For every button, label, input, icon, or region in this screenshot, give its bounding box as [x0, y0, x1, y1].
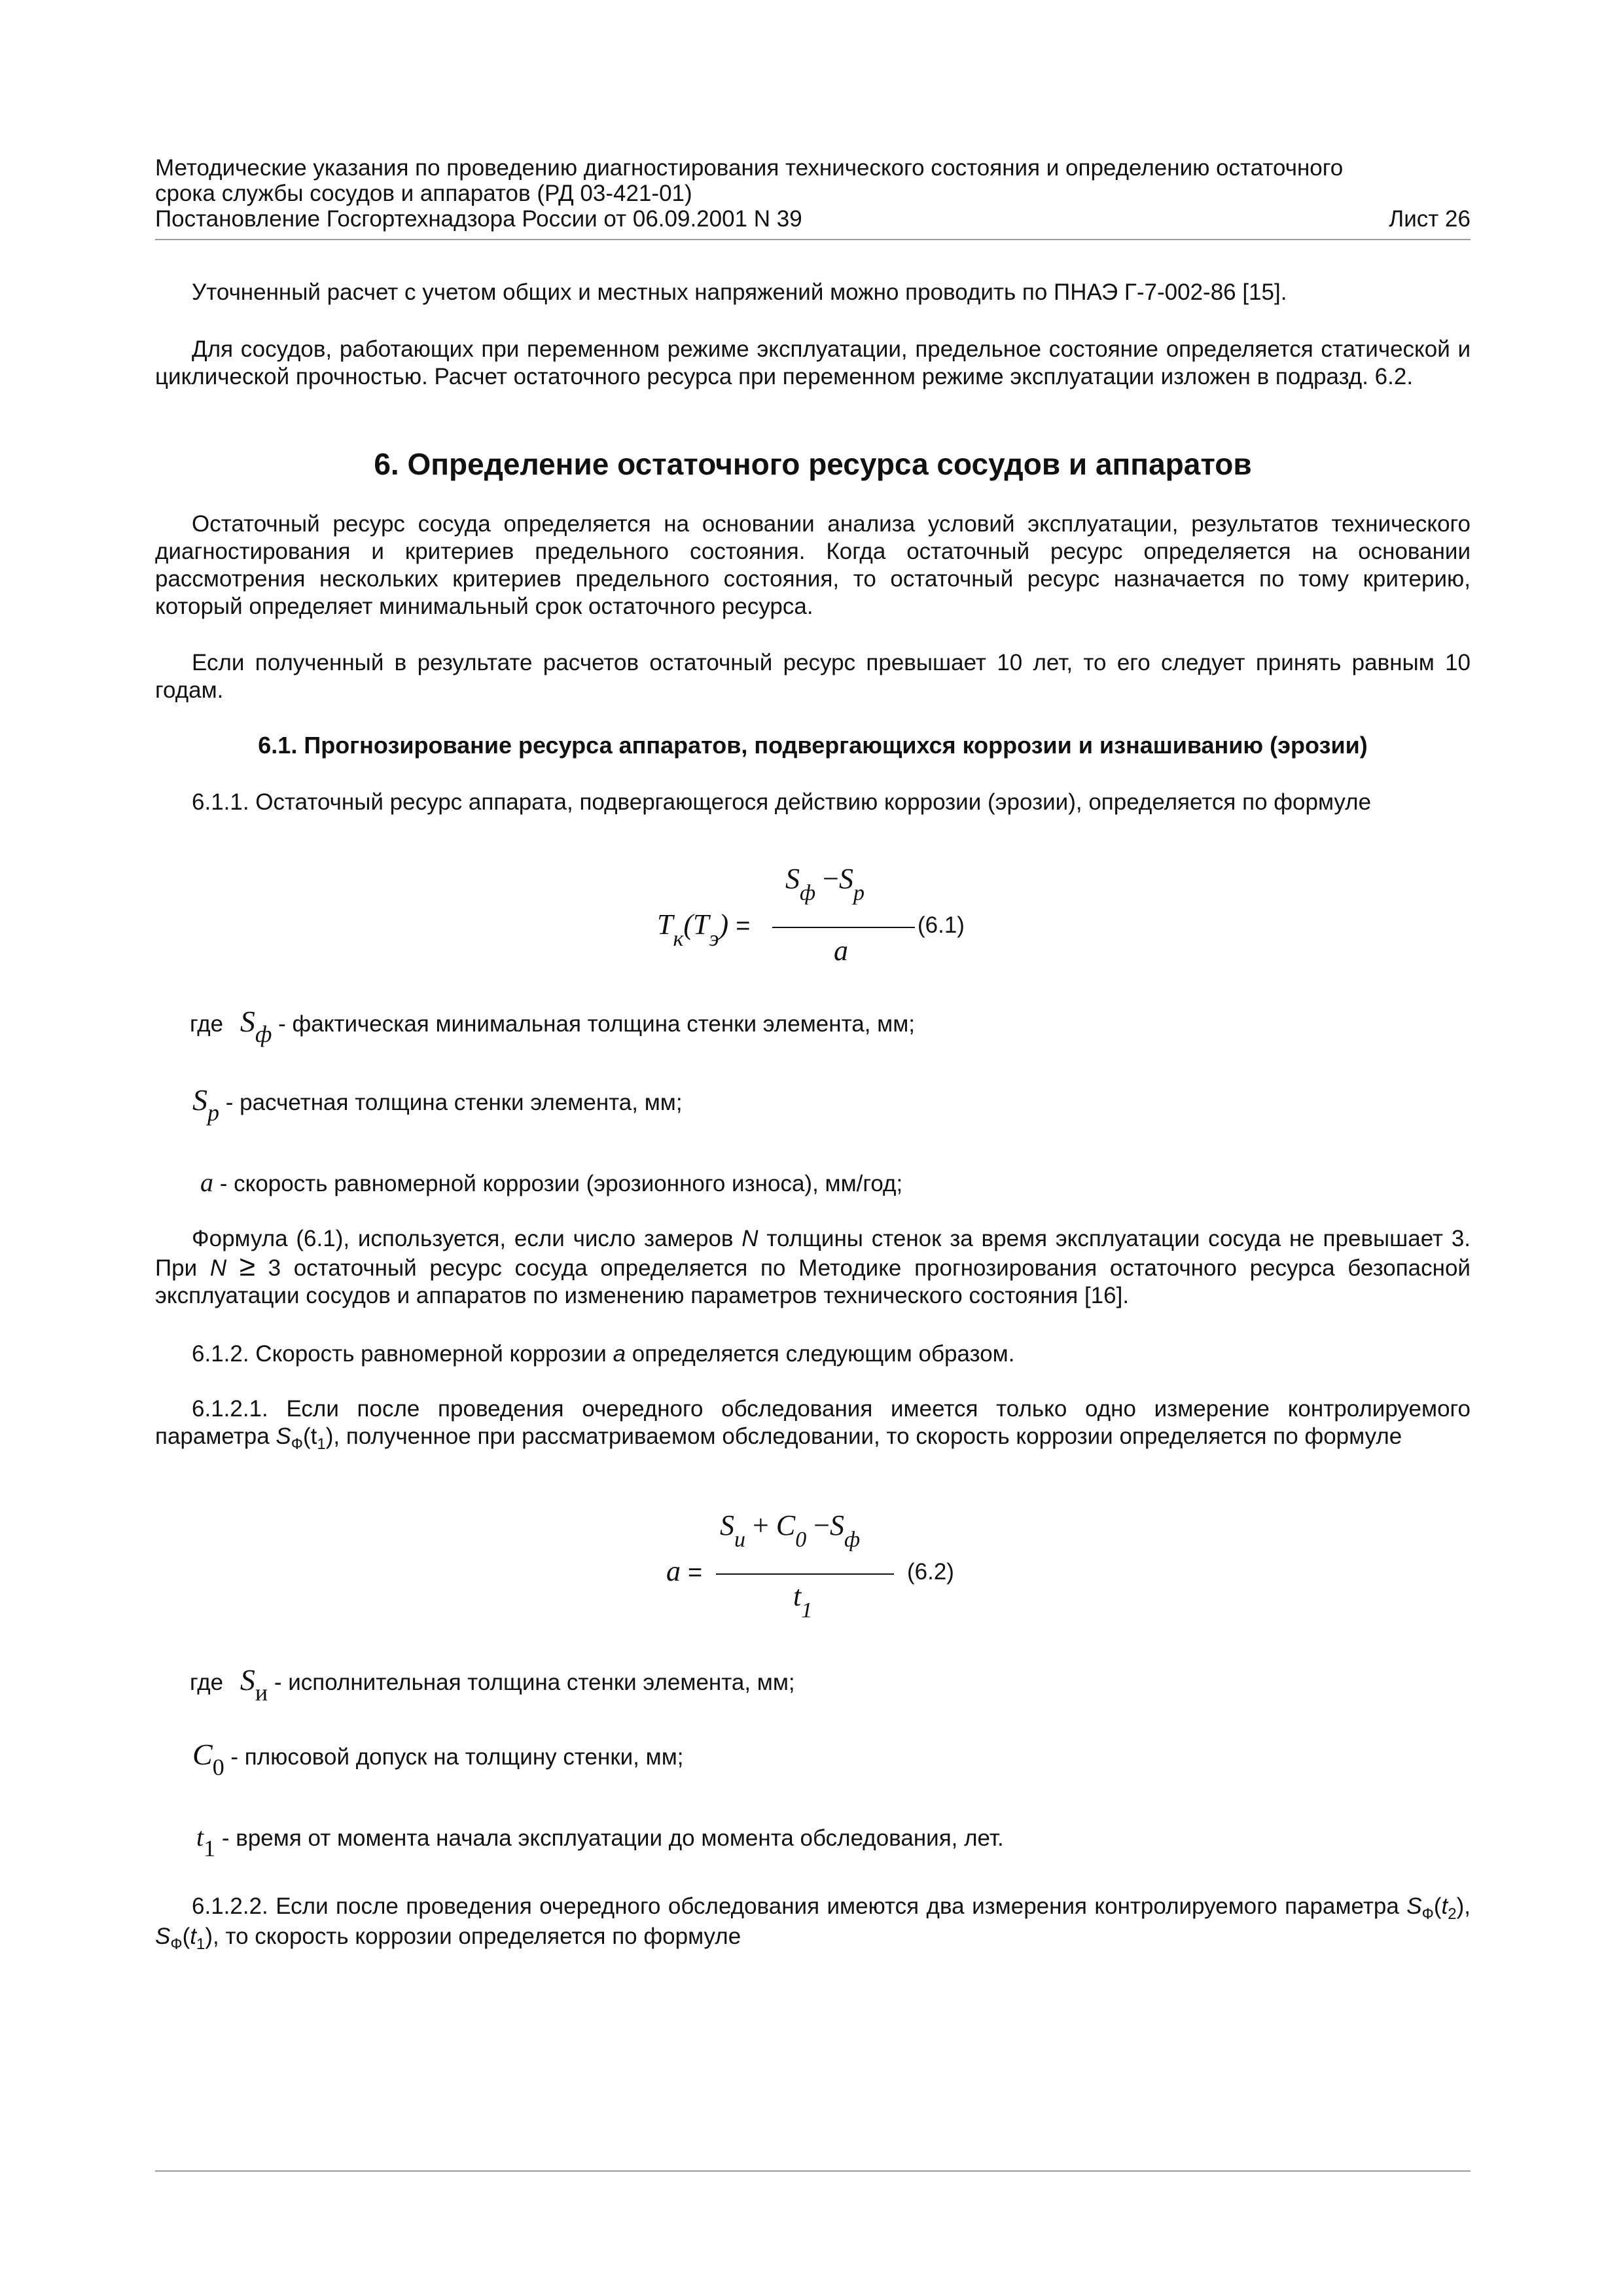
paragraph-6-1-2-2: 6.1.2.2. Если после проведения очередного обследования имеются два измерения контролируемого параметра $S_Ф(t_2)$, $S_Ф(t_1)$, то скорость коррозии определяется по формуле — [155, 1893, 1471, 1953]
formula-6-2-numerator: $S_и + C_0 -S_ф$ — [720, 1509, 861, 1552]
header-decree: Постановление Госгортехнадзора России от 06.09.2001 N 39 — [155, 206, 802, 232]
formula-6-1-numerator: $S_ф -S_р$ — [785, 863, 865, 905]
formula-6-1-denominator: a — [834, 935, 848, 967]
formula-6-1-number: (6.1) — [918, 912, 965, 938]
definition-t1: t1 - время от момента начала эксплуатации до момента обследования, лет. — [196, 1822, 1004, 1861]
section-6-heading: 6. Определение остаточного ресурса сосудов и аппаратов — [374, 447, 1252, 481]
section-6-1-heading: 6.1. Прогнозирование ресурса аппаратов, подвергающихся коррозии и изнашиванию (эрозии) — [258, 732, 1368, 759]
header-sheet-number: Лист 26 — [1389, 206, 1471, 232]
header-divider — [155, 239, 1471, 240]
paragraph-ten-years: Если полученный в результате расчетов остаточный ресурс превышает 10 лет, то его следует принять равным 10 годам. — [155, 650, 1471, 703]
footer-divider — [155, 2170, 1471, 2172]
definition-c0: C0 - плюсовой допуск на толщину стенки, мм; — [192, 1738, 684, 1780]
formula-6-2-number: (6.2) — [907, 1559, 954, 1585]
formula-6-1-fraction-bar — [772, 927, 915, 928]
formula-6-2-lhs: a = — [666, 1555, 703, 1587]
paragraph-6-1-2: 6.1.2. Скорость равномерной коррозии a определяется следующим образом. — [192, 1341, 1015, 1367]
paragraph-residual-resource: Остаточный ресурс сосуда определяется на основании анализа условий эксплуатации, результатов технического диагностирования и критериев предельного состояния. Когда остаточный ресурс определяется на основании рассмотрения нескольких критериев предельного состояния, то остаточный ресурс назначается по тому критерию, который определяет минимальный срок остаточного ресурса. — [155, 511, 1471, 619]
header-line-3 — [155, 206, 1471, 232]
document-header — [155, 155, 1471, 232]
paragraph-refined-calc: Уточненный расчет с учетом общих и местных напряжений можно проводить по ПНАЭ Г-7-002-86 [15]. — [192, 279, 1287, 305]
paragraph-formula-usage: Формула (6.1), используется, если число замеров N толщины стенок за время эксплуатации сосуда не превышает 3. При N ≥ 3 остаточный ресурс сосуда определяется по Методике прогнозирования остаточного ресурса безопасной эксплуатации сосудов и аппаратов по изменению параметров технического состояния [16]. — [155, 1226, 1471, 1308]
formula-6-2-denominator: $t_1$ — [793, 1580, 813, 1623]
definition-a: a - скорость равномерной коррозии (эрозионного износа), мм/год; — [200, 1168, 903, 1197]
paragraph-variable-mode: Для сосудов, работающих при переменном режиме эксплуатации, предельное состояние определяется статической и циклической прочностью. Расчет остаточного ресурса при переменном режиме эксплуатации изложен в подразд. 6.2. — [155, 336, 1471, 389]
formula-6-2-fraction-bar — [716, 1573, 894, 1575]
paragraph-6-1-1: 6.1.1. Остаточный ресурс аппарата, подвергающегося действию коррозии (эрозии), определяется по формуле — [192, 789, 1372, 815]
definition-s-i: где Sи - исполнительная толщина стенки элемента, мм; — [190, 1663, 795, 1706]
header-title-line-2: срока службы сосудов и аппаратов (РД 03-421-01) — [155, 181, 692, 206]
definition-s-f: где Sф - фактическая минимальная толщина стенки элемента, мм; — [190, 1005, 915, 1047]
definition-s-p: Sр - расчетная толщина стенки элемента, мм; — [192, 1083, 683, 1126]
header-title-line-1: Методические указания по проведению диагностирования технического состояния и определению остаточного — [155, 155, 1344, 181]
paragraph-6-1-2-1: 6.1.2.1. Если после проведения очередного обследования имеется только одно измерение контролируемого параметра $S_Ф(t_1)$, полученное при рассматриваемом обследовании, то скорость коррозии определяется по формуле — [155, 1396, 1471, 1453]
formula-6-1-lhs: $T_к(T_э)$ = — [657, 908, 751, 951]
